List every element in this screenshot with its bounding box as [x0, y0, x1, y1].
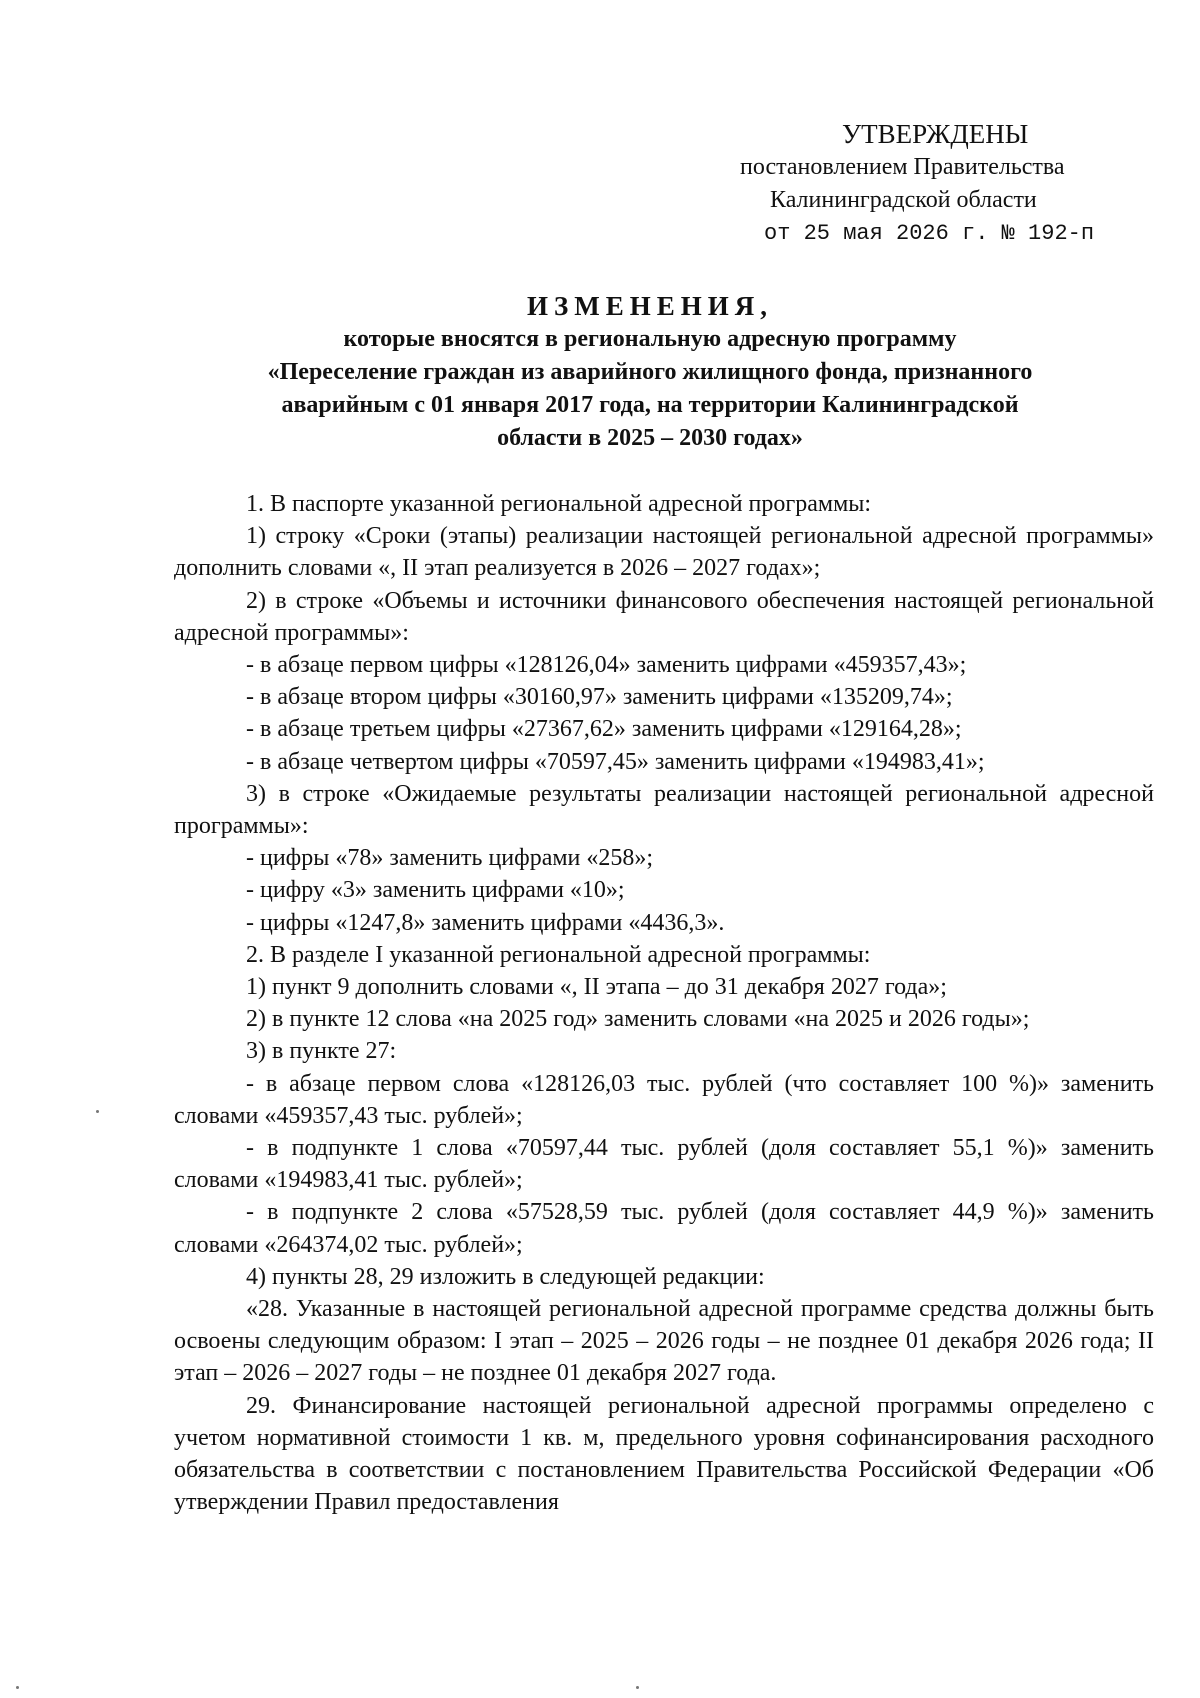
body-paragraph: - в абзаце втором цифры «30160,97» заменить цифрами «135209,74»; — [246, 684, 953, 711]
approval-date-number: от 25 мая 2026 г. № 192-п — [764, 221, 1095, 246]
document-title: ИЗМЕНЕНИЯ, — [526, 291, 773, 321]
body-paragraph: - в подпункте 1 слова «70597,44 тыс. рублей (доля составляет 55,1 %)» заменить словами «194983,41 тыс. рублей»; — [174, 1135, 1154, 1194]
body-paragraph: 4) пункты 28, 29 изложить в следующей редакции: — [246, 1263, 765, 1290]
body-paragraph: - в абзаце первом слова «128126,03 тыс. рублей (что составляет 100 %)» заменить словами «459357,43 тыс. рублей»; — [174, 1070, 1154, 1129]
body-paragraph: 2. В разделе I указанной региональной адресной программы: — [246, 941, 871, 968]
body-paragraph: 1. В паспорте указанной региональной адресной программы: — [246, 491, 872, 517]
body-paragraph: 29. Финансирование настоящей региональной адресной программы определено с учетом нормативной стоимости 1 кв. м, предельного уровня софинансирования расходного обязательства в соответствии с постановлением Правительства Российской Федерации «Об утверждении Правил предоставления — [174, 1392, 1154, 1516]
body-paragraph: - в абзаце третьем цифры «27367,62» заменить цифрами «129164,28»; — [246, 716, 962, 743]
body-paragraph: 2) в строке «Объемы и источники финансового обеспечения настоящей региональной адресной программы»: — [174, 587, 1154, 646]
scan-speck — [96, 1110, 99, 1113]
body-paragraph: - в подпункте 2 слова «57528,59 тыс. рублей (доля составляет 44,9 %)» заменить словами «264374,02 тыс. рублей»; — [174, 1199, 1154, 1258]
body-paragraph: - цифру «3» заменить цифрами «10»; — [246, 877, 625, 904]
body-paragraph: 3) в строке «Ожидаемые результаты реализации настоящей региональной адресной программы»: — [174, 780, 1154, 840]
body-paragraph: - цифры «78» заменить цифрами «258»; — [246, 845, 654, 872]
body-paragraph: 2) в пункте 12 слова «на 2025 год» заменить словами «на 2025 и 2026 годы»; — [246, 1006, 1030, 1033]
document-subtitle-line: аварийным с 01 января 2017 года, на территории Калининградской — [281, 392, 1019, 418]
document-subtitle-line: «Переселение граждан из аварийного жилищного фонда, признанного — [267, 359, 1033, 385]
document-subtitle-line: области в 2025 – 2030 годах» — [497, 425, 803, 451]
document-heading — [170, 290, 1130, 455]
scan-speck — [16, 1686, 19, 1689]
body-paragraph: 1) пункт 9 дополнить словами «, II этапа – до 31 декабря 2027 года»; — [246, 974, 947, 1001]
body-paragraph: 3) в пункте 27: — [246, 1038, 397, 1065]
document-body — [174, 488, 1154, 1519]
approval-line: постановлением Правительства — [740, 154, 1065, 180]
scan-speck — [636, 1686, 639, 1689]
approval-line: Калининградской области — [770, 187, 1037, 213]
approval-title: УТВЕРЖДЕНЫ — [842, 119, 1029, 149]
body-paragraph: 1) строку «Сроки (этапы) реализации настоящей региональной адресной программы» дополнить словами «, II этап реализуется в 2026 – 2027 годах»; — [174, 523, 1154, 582]
document-subtitle-line: которые вносятся в региональную адресную программу — [343, 326, 957, 352]
body-paragraph: «28. Указанные в настоящей региональной адресной программе средства должны быть освоены следующим образом: I этап – 2025 – 2026 годы – не позднее 01 декабря 2026 года; II этап – 2026 – 2027 годы – не позднее 01 декабря 2027 года. — [174, 1296, 1154, 1387]
body-paragraph: - в абзаце первом цифры «128126,04» заменить цифрами «459357,43»; — [246, 652, 967, 679]
body-paragraph: - цифры «1247,8» заменить цифрами «4436,3». — [246, 909, 725, 936]
approval-stamp — [740, 118, 1140, 250]
body-paragraph: - в абзаце четвертом цифры «70597,45» заменить цифрами «194983,41»; — [246, 748, 985, 775]
